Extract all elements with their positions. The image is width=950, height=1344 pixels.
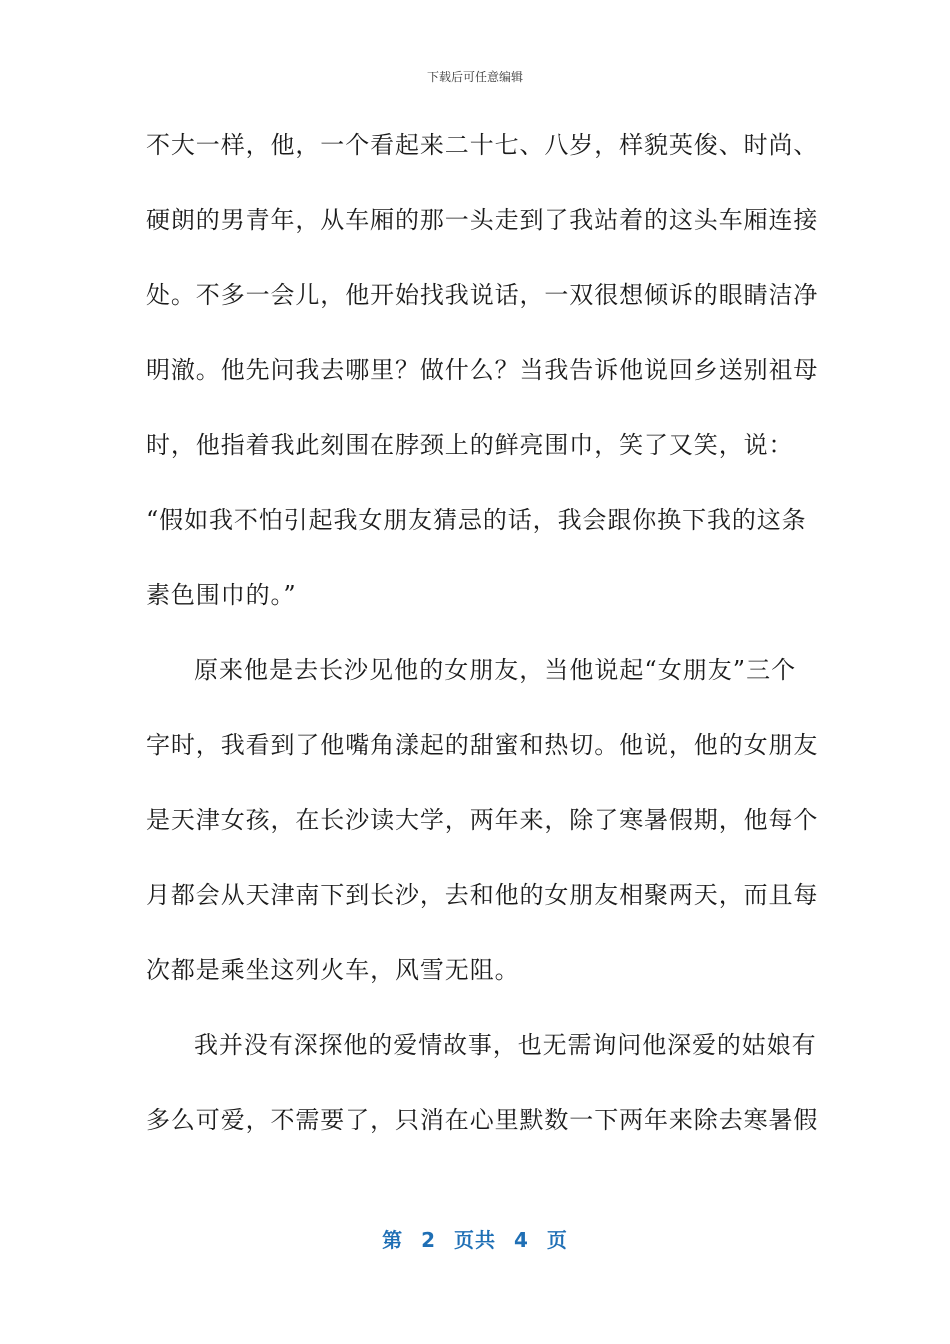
text-line: 不大一样，他，一个看起来二十七、八岁，样貌英俊、时尚、 bbox=[146, 131, 819, 159]
text-line: 时，他指着我此刻围在脖颈上的鲜亮围巾，笑了又笑，说： bbox=[146, 431, 794, 459]
page-label-prefix: 第 bbox=[382, 1228, 404, 1252]
text-line: 月都会从天津南下到长沙，去和他的女朋友相聚两天，而且每 bbox=[146, 881, 819, 909]
text-line: 字时，我看到了他嘴角漾起的甜蜜和热切。他说，他的女朋友 bbox=[146, 731, 819, 759]
text-line: 次都是乘坐这列火车，风雪无阻。 bbox=[146, 956, 520, 984]
text-line: 处。不多一会儿，他开始找我说话，一双很想倾诉的眼睛洁净 bbox=[146, 281, 819, 309]
page-number: 2 bbox=[421, 1228, 436, 1252]
page-header-note: 下载后可任意编辑 bbox=[426, 70, 523, 84]
text-line: 原来他是去长沙见他的女朋友，当他说起“女朋友”三个 bbox=[194, 656, 796, 684]
text-line: 素色围巾的。” bbox=[146, 581, 297, 609]
text-line: 是天津女孩，在长沙读大学，两年来，除了寒暑假期，他每个 bbox=[146, 806, 819, 834]
text-line: 硬朗的男青年，从车厢的那一头走到了我站着的这头车厢连接 bbox=[146, 206, 819, 234]
page-label-middle: 页共 bbox=[454, 1228, 496, 1252]
page-label-suffix: 页 bbox=[546, 1228, 568, 1252]
text-line: “假如我不怕引起我女朋友猜忌的话，我会跟你换下我的这条 bbox=[146, 506, 807, 534]
text-line: 多么可爱，不需要了，只消在心里默数一下两年来除去寒暑假 bbox=[146, 1106, 819, 1134]
text-line: 明澈。他先问我去哪里？做什么？当我告诉他说回乡送别祖母 bbox=[146, 356, 819, 384]
page-footer bbox=[0, 1224, 950, 1253]
text-line: 我并没有深探他的爱情故事，也无需询问他深爱的姑娘有 bbox=[194, 1031, 817, 1059]
page-total: 4 bbox=[514, 1228, 529, 1252]
